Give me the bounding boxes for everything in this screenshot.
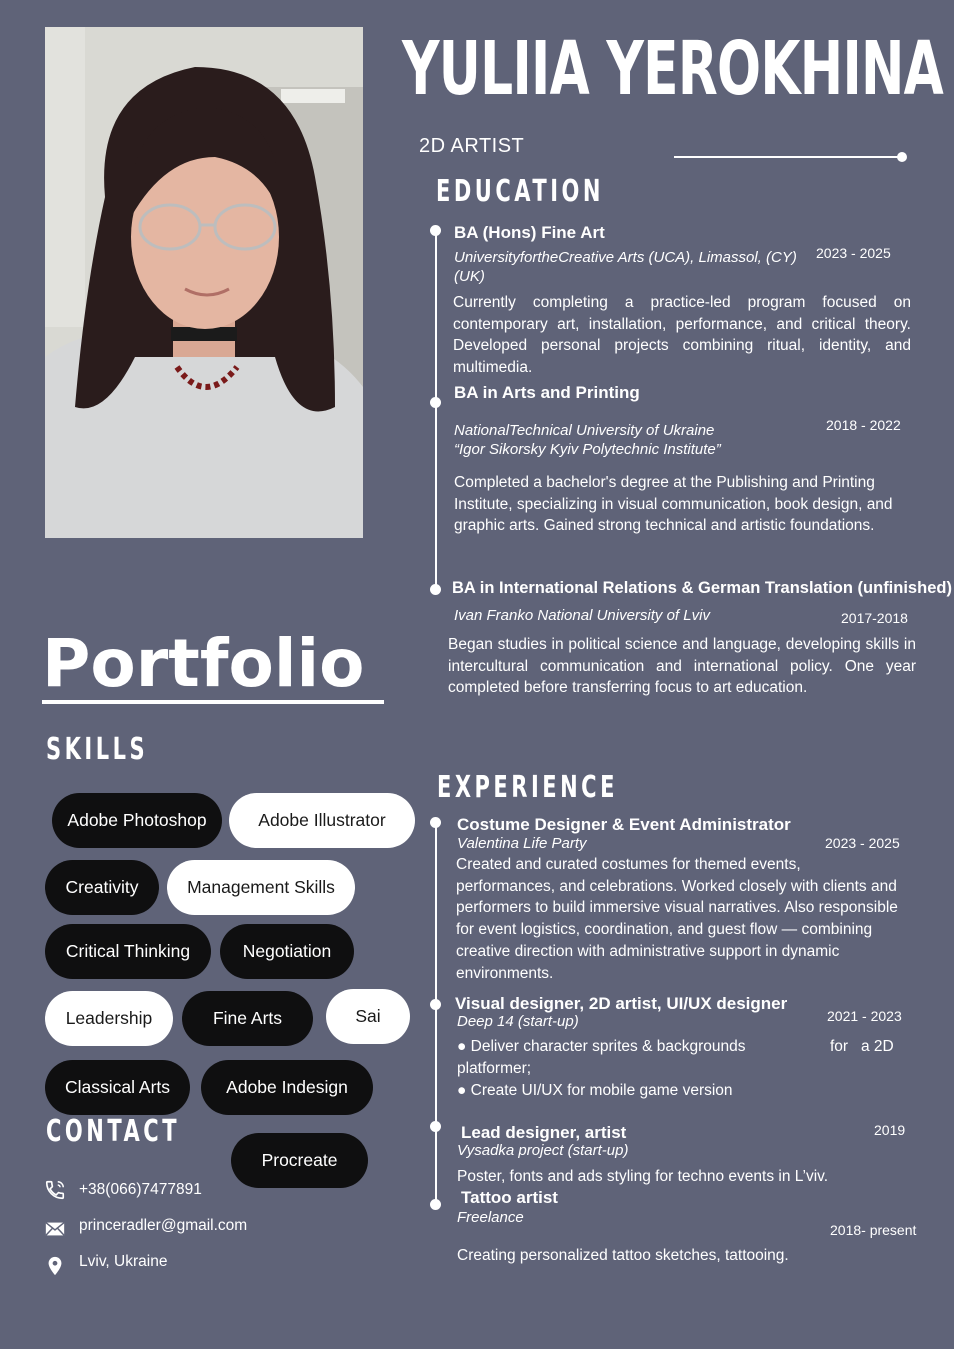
- skills-title: SKILLS: [46, 732, 149, 767]
- experience-dates: 2021 - 2023: [827, 1008, 902, 1024]
- experience-bullet-wrap: platformer;: [457, 1060, 532, 1077]
- education-dates: 2023 - 2025: [816, 245, 891, 261]
- skill-pill: Critical Thinking: [45, 924, 211, 979]
- education-description: Began studies in political science and language, developing skills in intercultural communication and international policy. One year completed before transferring focus to art education.: [448, 636, 916, 697]
- education-institution: Ivan Franko National University of Lviv: [454, 607, 710, 624]
- skill-pill: Fine Arts: [182, 991, 313, 1046]
- phone-icon: [44, 1179, 66, 1201]
- experience-dates: 2018- present: [830, 1222, 917, 1238]
- education-institution: NationalTechnical University of Ukraine: [454, 422, 715, 439]
- experience-bullet: ● Deliver character sprites & backgrounds: [457, 1038, 746, 1055]
- education-timeline-dot: [430, 584, 441, 595]
- contact-title: CONTACT: [46, 1114, 181, 1149]
- experience-timeline-dot: [430, 1121, 441, 1132]
- education-dates: 2018 - 2022: [826, 417, 901, 433]
- education-dates: 2017-2018: [841, 610, 908, 626]
- skill-pill: Adobe Indesign: [201, 1060, 373, 1115]
- skill-pill: Leadership: [45, 991, 173, 1046]
- experience-description: Creating personalized tattoo sketches, tattooing.: [457, 1247, 789, 1264]
- education-degree: BA (Hons) Fine Art: [454, 223, 605, 242]
- experience-title: EXPERIENCE: [437, 770, 618, 805]
- education-institution: UniversityfortheCreative Arts (UCA), Limassol, (CY) (UK): [454, 249, 797, 285]
- education-timeline-dot: [430, 225, 441, 236]
- portfolio-heading: Portfolio: [42, 628, 384, 704]
- experience-dates: 2019: [874, 1122, 906, 1138]
- education-description: Currently completing a practice-led program focused on contemporary art, installation, performance, and critical theory. Developed personal projects combining ritual, identity, and multimedia.: [453, 294, 911, 377]
- contact-location: Lviv, Ukraine: [79, 1253, 168, 1270]
- experience-timeline-line: [435, 823, 437, 1205]
- skill-pill: Negotiation: [220, 924, 354, 979]
- contact-phone[interactable]: +38(066)7477891: [79, 1181, 202, 1198]
- experience-role: Lead designer, artist: [461, 1123, 627, 1142]
- skill-pill: Adobe Photoshop: [52, 793, 222, 848]
- education-degree: BA in International Relations & German Translation (unfinished): [452, 579, 952, 597]
- location-pin-icon: [44, 1255, 66, 1277]
- skill-pill: Procreate: [231, 1133, 368, 1188]
- role-divider-line: [674, 156, 902, 158]
- experience-role: Visual designer, 2D artist, UI/UX designer: [455, 994, 788, 1013]
- education-timeline-line: [435, 230, 437, 590]
- experience-company: Freelance: [457, 1209, 524, 1226]
- experience-company: Vysadka project (start-up): [457, 1142, 629, 1159]
- education-timeline-dot: [430, 397, 441, 408]
- education-institution-line2: “Igor Sikorsky Kyiv Polytechnic Institute”: [454, 441, 721, 458]
- skill-pill: Creativity: [45, 860, 159, 915]
- contact-email[interactable]: princeradler@gmail.com: [79, 1217, 248, 1234]
- education-title: EDUCATION: [436, 174, 604, 209]
- experience-description: Poster, fonts and ads styling for techno events in L’viv.: [457, 1168, 829, 1185]
- experience-timeline-dot: [430, 999, 441, 1010]
- experience-role: Tattoo artist: [461, 1188, 558, 1207]
- education-description: Completed a bachelor's degree at the Publishing and Printing Institute, specializing in visual communication, book design, and graphic arts. Gained strong technical and artistic foundations.: [454, 474, 893, 535]
- education-degree: BA in Arts and Printing: [454, 383, 640, 402]
- email-icon: [44, 1218, 66, 1240]
- skill-pill: Sai: [326, 989, 410, 1044]
- experience-bullet: ● Create UI/UX for mobile game version: [457, 1082, 733, 1099]
- role-divider-dot: [897, 152, 907, 162]
- experience-bullet-continuation: for a 2D: [830, 1038, 894, 1055]
- person-name: YULIIA YEROKHINA: [402, 26, 944, 112]
- skill-pill: Classical Arts: [45, 1060, 190, 1115]
- experience-description: Created and curated costumes for themed events, performances, and celebrations. Worked closely with clients and performers to build immersive visual narratives. Also responsible for event logistics, coordination, and guest flow — combining creative direction with administrative support in dynamic environments.: [456, 856, 898, 982]
- experience-role: Costume Designer & Event Administrator: [457, 815, 791, 834]
- skill-pill: Adobe Illustrator: [229, 793, 415, 848]
- experience-company: Deep 14 (start-up): [457, 1013, 579, 1030]
- job-role: 2D ARTIST: [419, 135, 525, 157]
- profile-photo: [45, 27, 363, 538]
- experience-dates: 2023 - 2025: [825, 835, 900, 851]
- skill-pill: Management Skills: [167, 860, 355, 915]
- experience-timeline-dot: [430, 1199, 441, 1210]
- experience-timeline-dot: [430, 817, 441, 828]
- experience-company: Valentina Life Party: [457, 835, 587, 852]
- portrait-illustration: [45, 27, 363, 538]
